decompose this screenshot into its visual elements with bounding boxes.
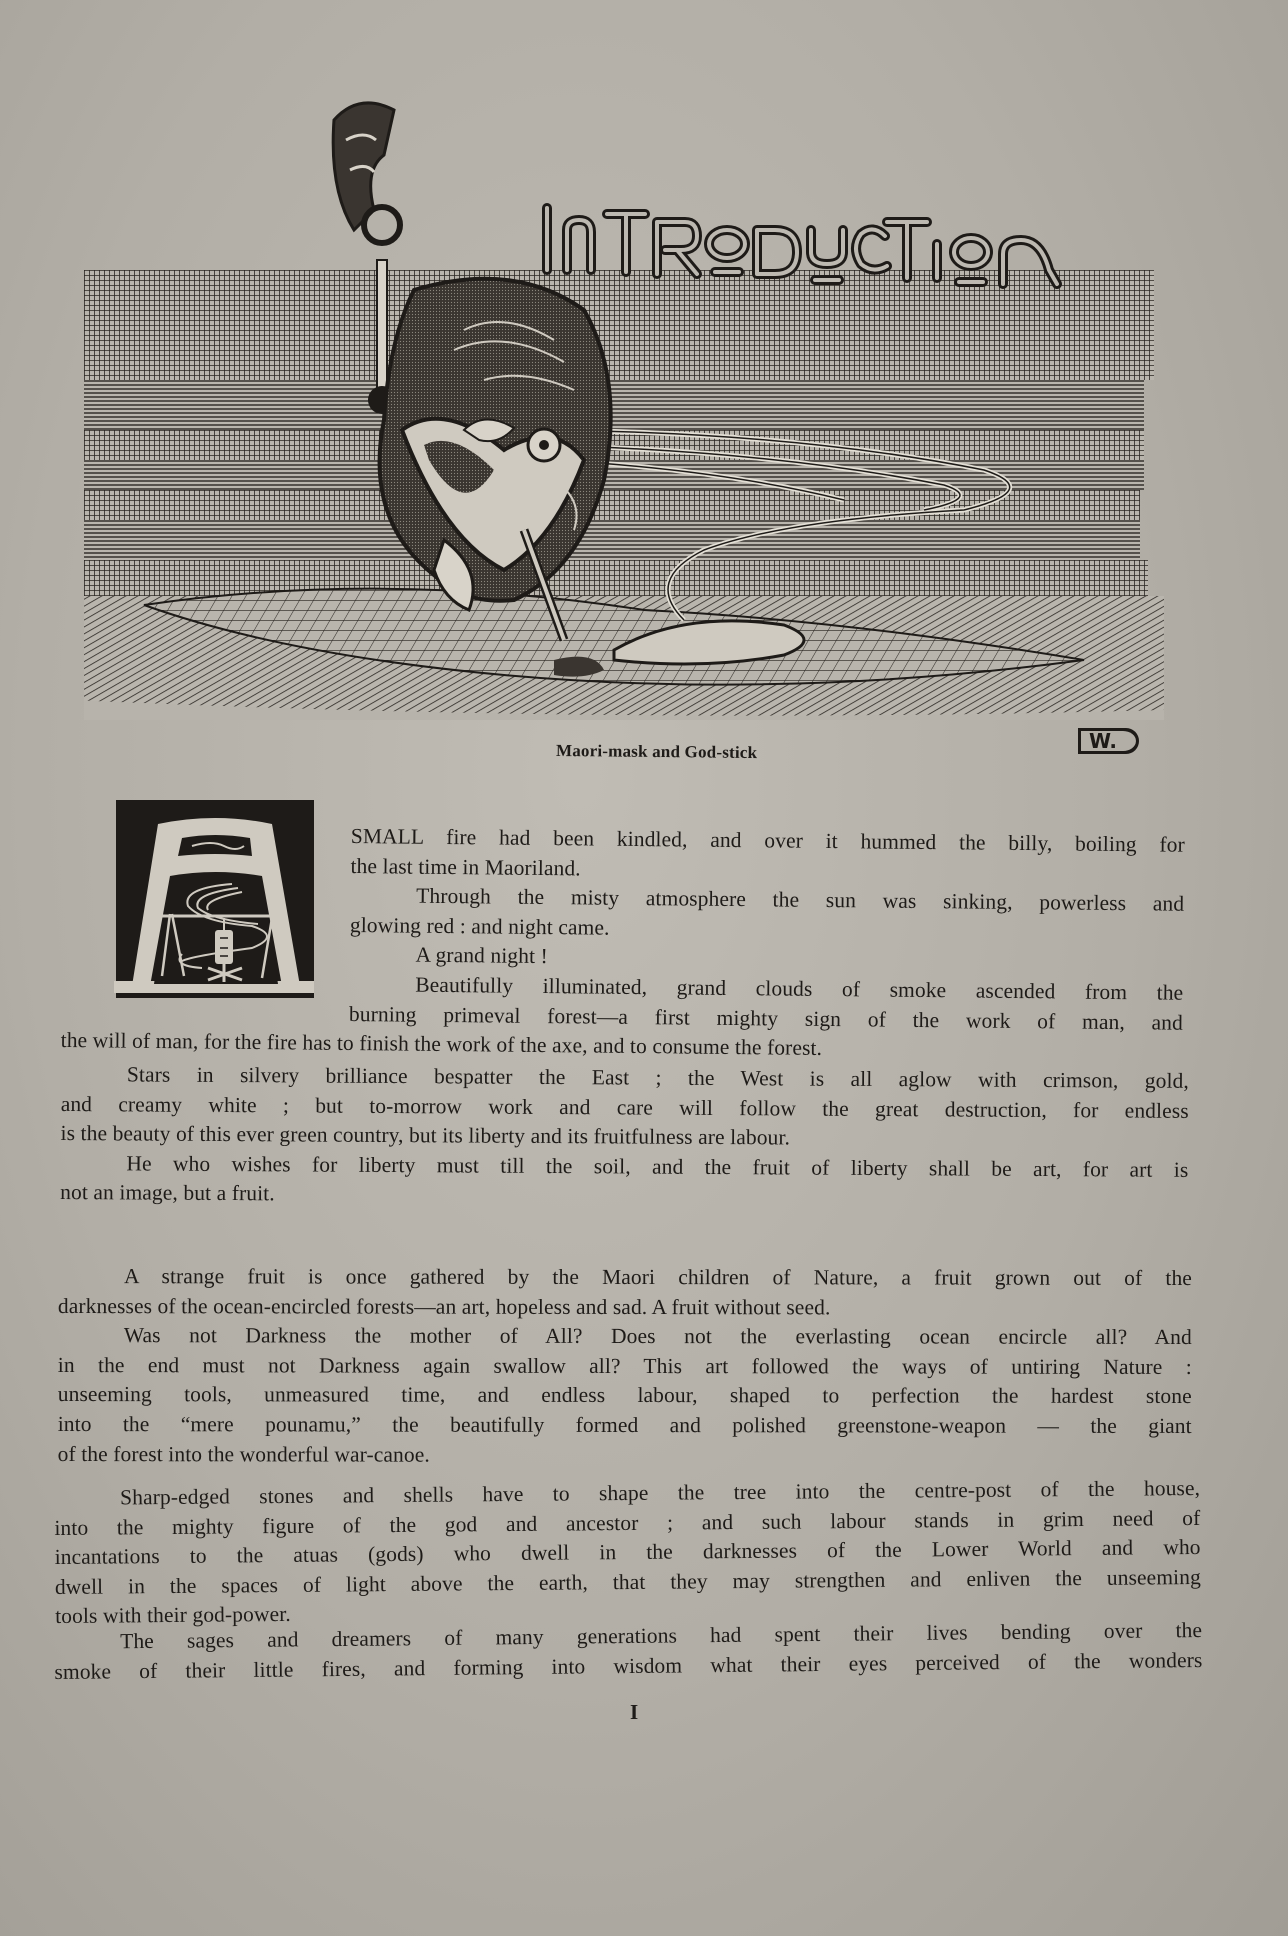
engraving-image (84, 100, 1164, 720)
page-heading (535, 200, 1075, 290)
text-line: darknesses of the ocean-encircled forests—an art, hopeless and sad. A fruit without seed. (57, 1293, 831, 1319)
text-line: The sages and dreamers of many generations had spent their lives bending over the (120, 1617, 1203, 1654)
text-line: glowing red : and night came. (349, 912, 610, 940)
text-line: burning primeval forest—a first mighty sign of the work of man, and (348, 1001, 1184, 1035)
paragraph-group-sharp-stones (54, 1474, 1201, 1632)
text-line: He who wishes for liberty must till the soil, and the fruit of liberty shall be art, for art is (126, 1151, 1189, 1182)
paragraph-group-strange-fruit (58, 1262, 1192, 1471)
text-line: into the mighty figure of the god and ancestor ; and such labour stands in grim need of (54, 1505, 1201, 1540)
paragraph-group-opening (60, 822, 1185, 1067)
text-line: Through the misty atmosphere the sun was sinking, powerless and (416, 883, 1185, 916)
text-line: A grand night ! (415, 943, 549, 969)
campfire-dropcap-icon (112, 796, 318, 1002)
paragraph-group-sages (54, 1616, 1203, 1687)
monogram-text: W. (1089, 729, 1118, 753)
illustration-caption: Maori-mask and God-stick (555, 740, 758, 763)
text-line: dwell in the spaces of light above the earth, that they may strengthen and enliven the unseeming (54, 1564, 1201, 1599)
text-line: in the end must not Darkness again swallow all? This art followed the ways of untiring Nature : (57, 1352, 1192, 1379)
text-line: incantations to the atuas (gods) who dwell in the darknesses of the Lower World and who (54, 1535, 1201, 1570)
page-number: I (630, 1700, 639, 1724)
text-line: is the beauty of this ever green country, but its liberty and its fruitfulness are labour. (60, 1121, 791, 1150)
text-line: Was not Darkness the mother of All? Does not the everlasting ocean encircle all? And (123, 1323, 1192, 1350)
text-line: A strange fruit is once gathered by the Maori children of Nature, a fruit grown out of the (123, 1264, 1192, 1290)
text-line: and creamy white ; but to-morrow work and care will follow the great destruction, for endless (60, 1091, 1189, 1123)
text-line: the last time in Maoriland. (350, 853, 581, 881)
maori-mask-illustration (84, 100, 1164, 720)
text-line: Stars in silvery brilliance bespatter the East ; the West is all aglow with crimson, gold, (126, 1062, 1189, 1093)
text-line: Beautifully illuminated, grand clouds of smoke ascended from the (415, 972, 1184, 1005)
text-line: tools with their god-power. (55, 1602, 291, 1629)
text-line: unseeming tools, unmeasured time, and endless labour, shaped to perfection the hardest stone (57, 1382, 1192, 1409)
paragraph-group-stars (60, 1060, 1189, 1215)
text-line: into the “mere pounamu,” the beautifully formed and polished greenstone-weapon — the giant (57, 1411, 1192, 1438)
text-line: the will of man, for the fire has to finish the work of the axe, and to consume the forest. (60, 1028, 823, 1061)
text-line: not an image, but a fruit. (60, 1180, 275, 1206)
artist-monogram (1078, 728, 1136, 754)
text-line: of the forest into the wonderful war-canoe. (57, 1441, 430, 1467)
stylized-heading-lettering (535, 200, 1075, 290)
text-line: smoke of their little fires, and forming into wisdom what their eyes perceived of the wonders (54, 1647, 1203, 1684)
dropcap-a-ornament (112, 796, 318, 1002)
text-line: Sharp-edged stones and shells have to shape the tree into the centre-post of the house, (120, 1475, 1201, 1510)
text-line: SMALL fire had been kindled, and over it hummed the billy, boiling for (350, 823, 1185, 857)
